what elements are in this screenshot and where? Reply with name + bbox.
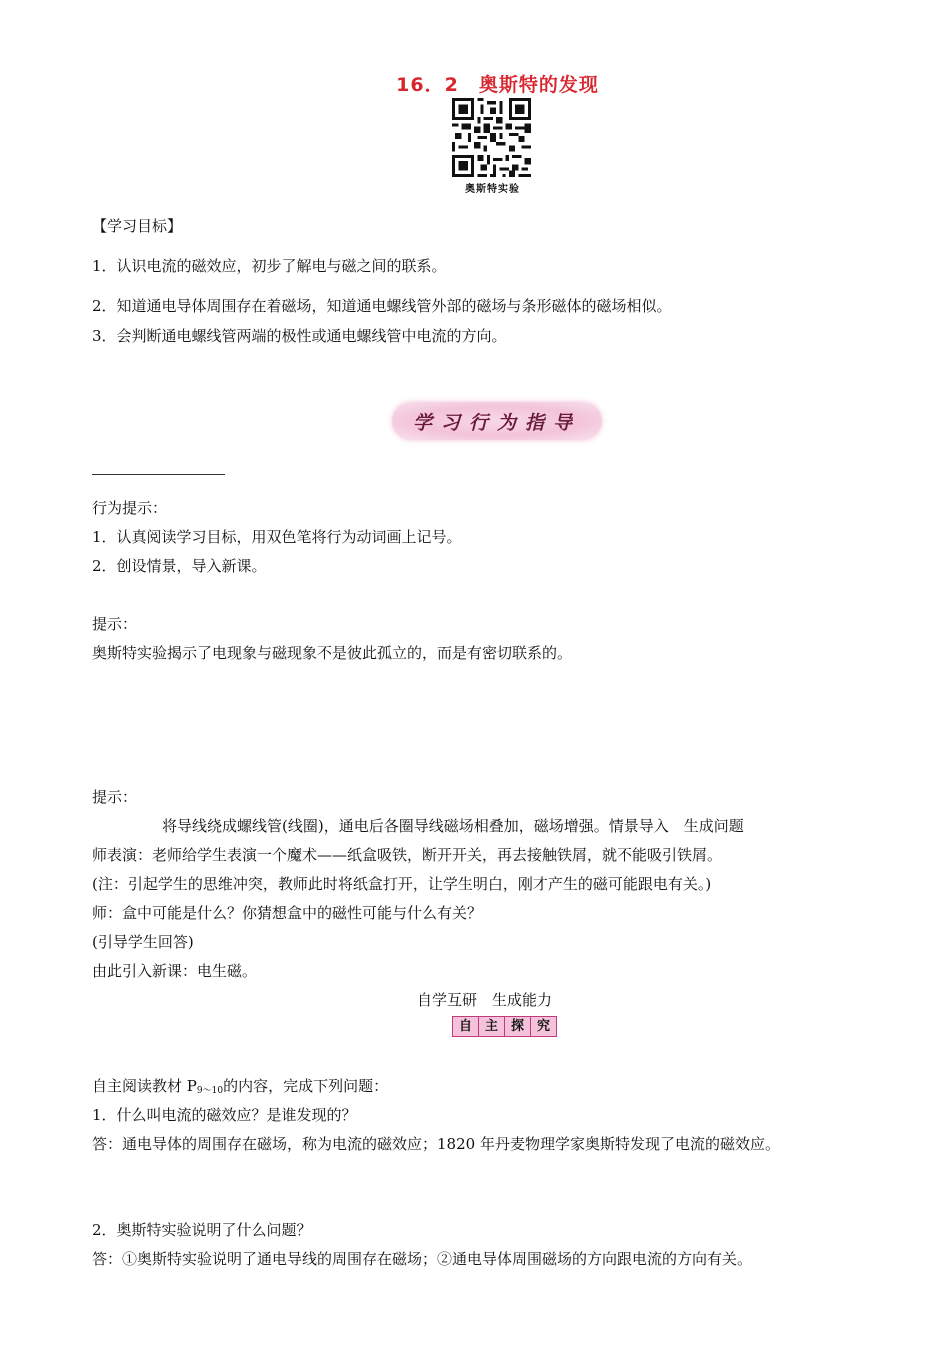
hint-line: 将导线绕成螺线管(线圈)，通电后各圈导线磁场相叠加，磁场增强。情景导入 生成问题 bbox=[162, 817, 744, 835]
hint-line: 由此引入新课：电生磁。 bbox=[92, 962, 258, 980]
reading-suffix: 的内容，完成下列问题： bbox=[223, 1077, 389, 1095]
tag-char: 主 bbox=[478, 1017, 504, 1036]
tag-char: 究 bbox=[530, 1017, 556, 1036]
answer: 答：①奥斯特实验说明了通电导线的周围存在磁场；②通电导体周围磁场的方向跟电流的方向有关。 bbox=[92, 1250, 753, 1268]
hint-line: (注：引起学生的思维冲突，教师此时将纸盒打开，让学生明白，刚才产生的磁可能跟电有关。) bbox=[92, 875, 712, 893]
section-tag bbox=[452, 1016, 557, 1037]
hint-line: 师表演：老师给学生表演一个魔术——纸盒吸铁，断开开关，再去接触铁屑，就不能吸引铁屑。 bbox=[92, 846, 723, 864]
question: 2．奥斯特实验说明了什么问题？ bbox=[92, 1221, 312, 1239]
behavior-item: 1．认真阅读学习目标，用双色笔将行为动词画上记号。 bbox=[92, 528, 462, 546]
objective-item: 1．认识电流的磁效应，初步了解电与磁之间的联系。 bbox=[92, 257, 447, 275]
banner-label: 学习行为指导 bbox=[412, 411, 581, 434]
hint-heading: 提示： bbox=[92, 615, 138, 633]
section-banner bbox=[392, 402, 602, 440]
behavior-heading: 行为提示： bbox=[92, 499, 168, 517]
question: 1．什么叫电流的磁效应？是谁发现的？ bbox=[92, 1106, 357, 1124]
objective-item: 3．会判断通电螺线管两端的极性或通电螺线管中电流的方向。 bbox=[92, 327, 507, 345]
tag-char: 探 bbox=[504, 1017, 530, 1036]
tag-char: 自 bbox=[458, 1019, 472, 1034]
behavior-item: 2．创设情景，导入新课。 bbox=[92, 557, 267, 575]
section-subtitle: 自学互研 生成能力 bbox=[417, 991, 553, 1009]
hint-text: 奥斯特实验揭示了电现象与磁现象不是彼此孤立的，而是有密切联系的。 bbox=[92, 644, 573, 662]
reading-instruction bbox=[92, 1076, 388, 1101]
qr-caption: 奥斯特实验 bbox=[465, 184, 520, 195]
objectives-heading: 【学习目标】 bbox=[92, 217, 183, 235]
objective-item: 2．知道通电导体周围存在着磁场，知道通电螺线管外部的磁场与条形磁体的磁场相似。 bbox=[92, 297, 672, 315]
qr-code[interactable] bbox=[452, 98, 531, 177]
reading-prefix: 自主阅读教材 P bbox=[92, 1077, 197, 1095]
hint-line: (引导学生回答) bbox=[92, 933, 194, 951]
divider-line bbox=[92, 474, 225, 475]
answer: 答：通电导体的周围存在磁场，称为电流的磁效应；1820 年丹麦物理学家奥斯特发现了电流的磁效应。 bbox=[92, 1135, 780, 1153]
hint-line: 师：盒中可能是什么？你猜想盒中的磁性可能与什么有关？ bbox=[92, 904, 483, 922]
reading-pages: 9～10 bbox=[196, 1086, 224, 1096]
page-title: 16．2 奥斯特的发现 bbox=[396, 74, 599, 96]
hint-heading: 提示： bbox=[92, 788, 138, 806]
